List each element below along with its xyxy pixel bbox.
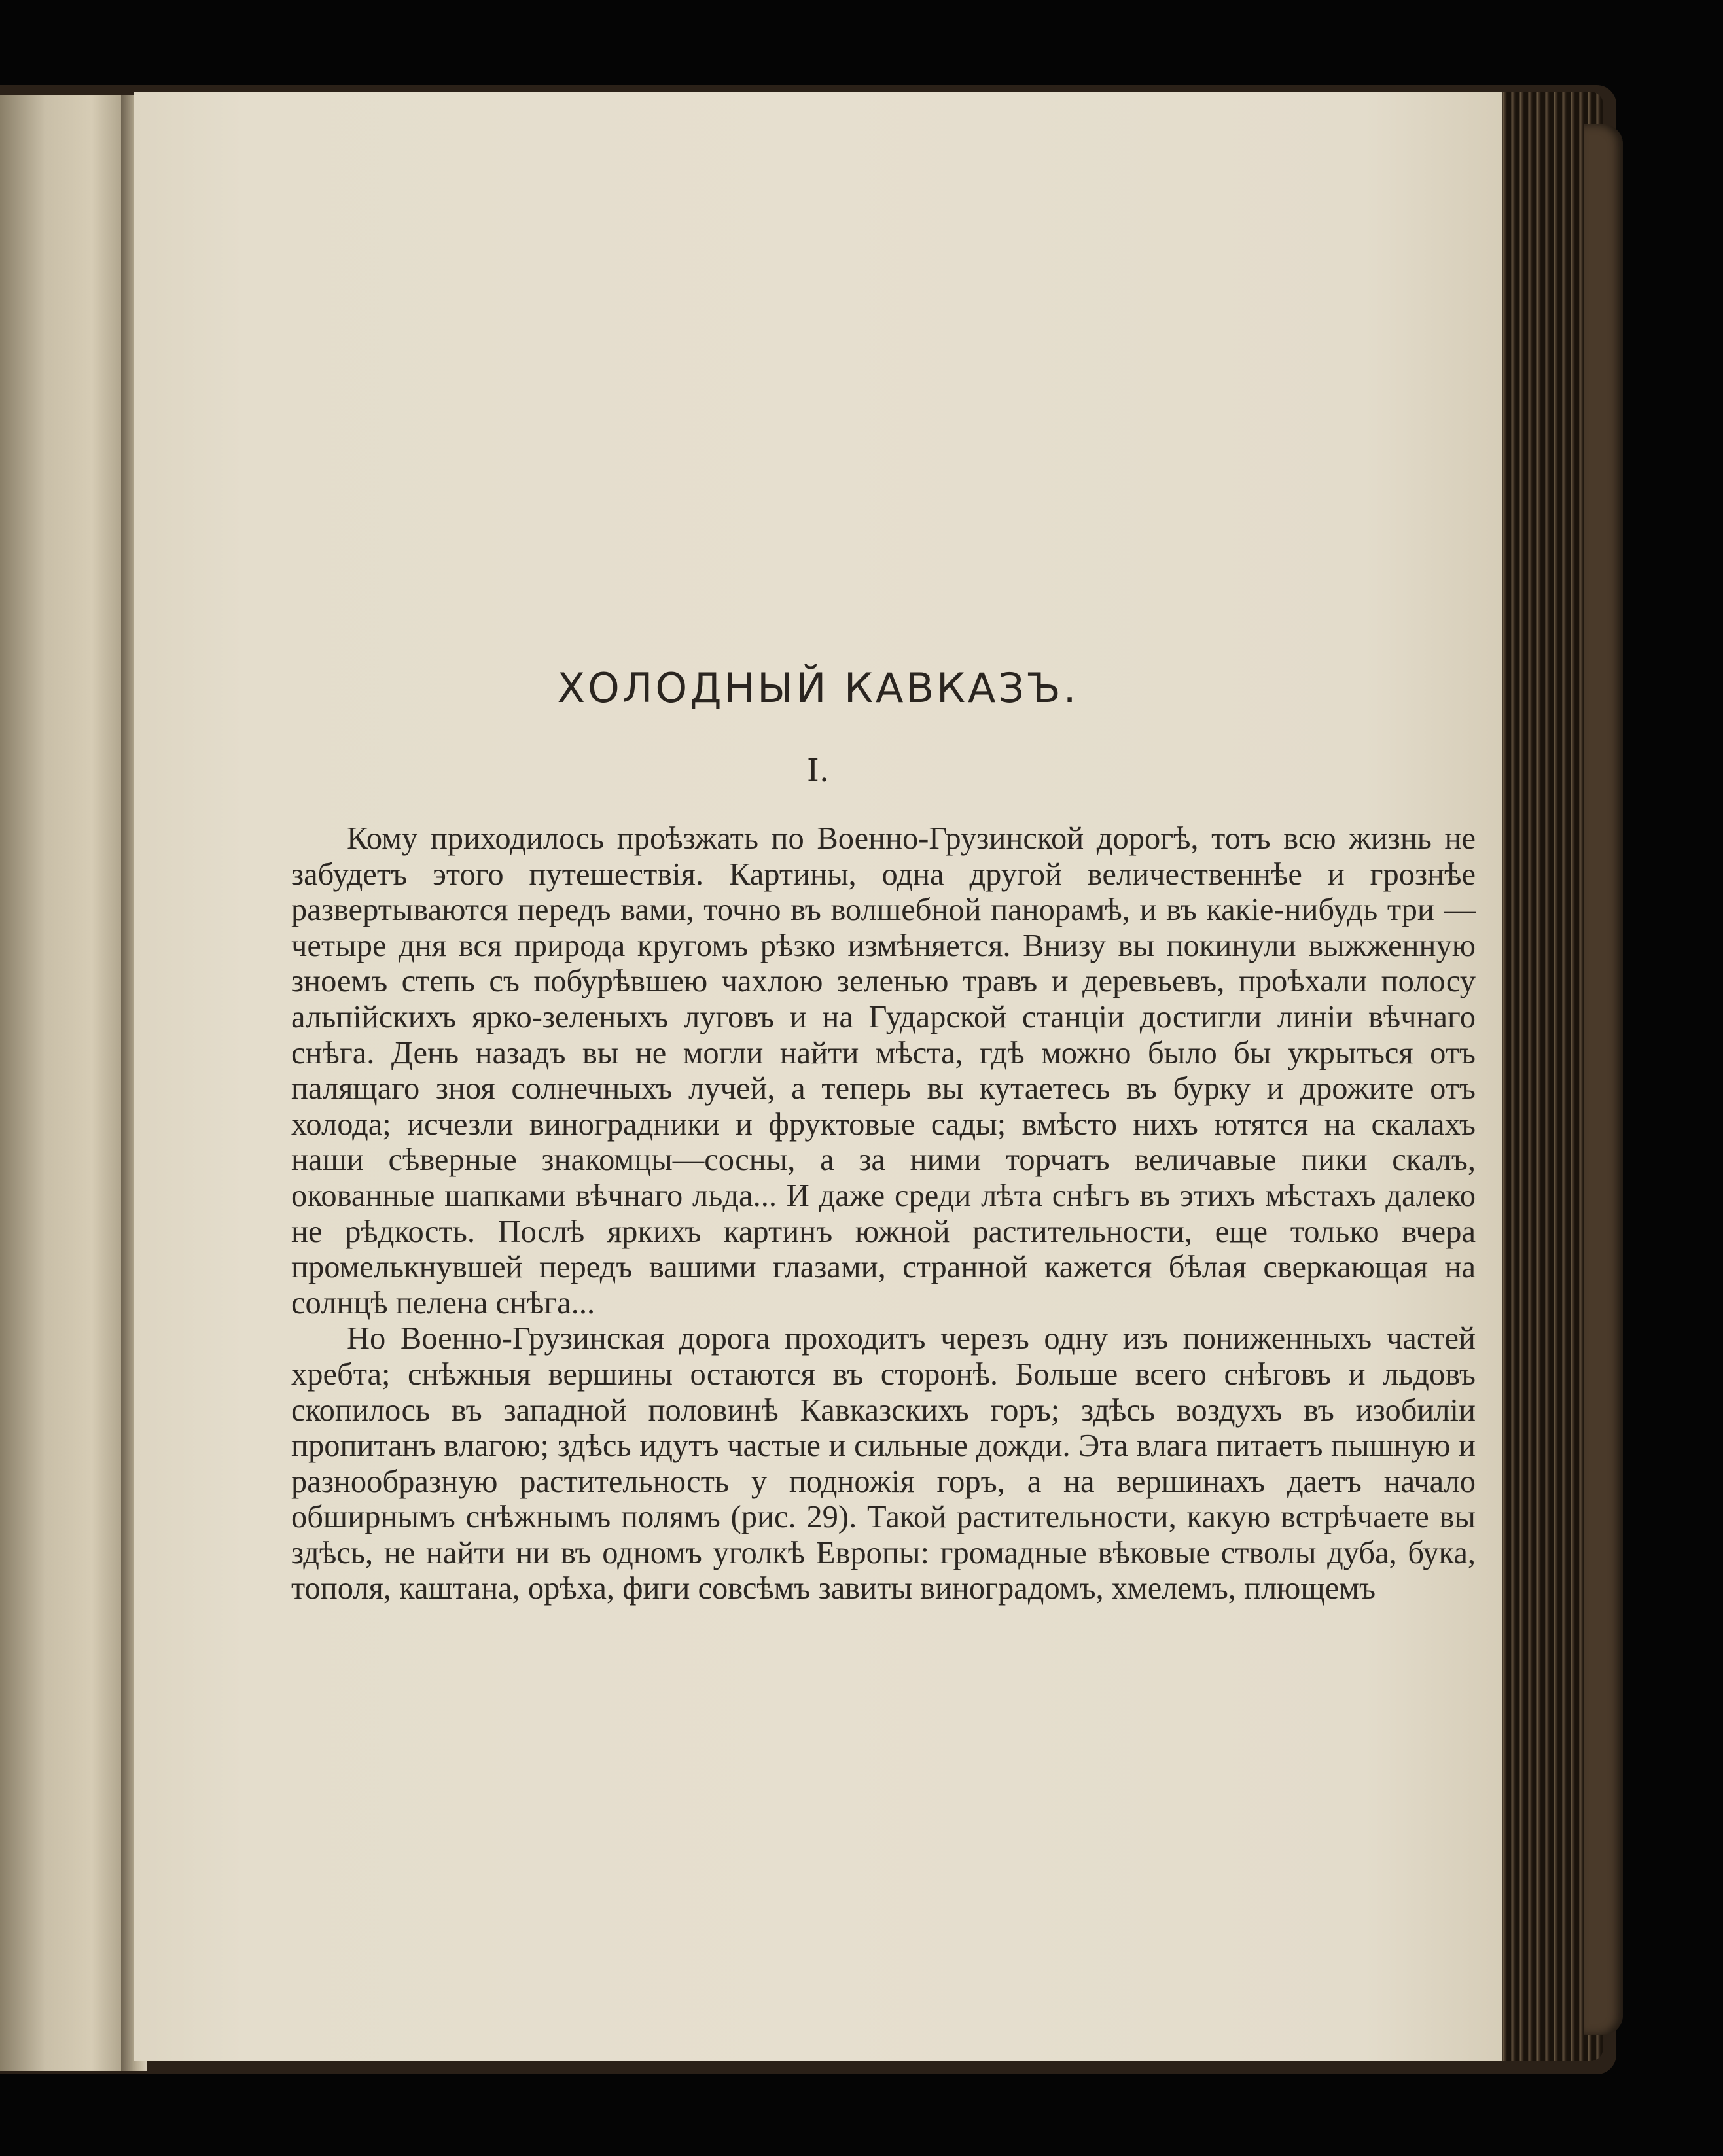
- right-page: [134, 92, 1502, 2061]
- book-cover-edge: [1584, 124, 1623, 2035]
- page-title: ХОЛОДНЫЙ КАВКАЗЪ.: [557, 664, 1079, 712]
- paragraph-1: Кому приходилось проѣзжать по Военно-Грузинской дорогѣ, тотъ всю жизнь не забудетъ этого путешествія. Картины, одна другой величественнѣе и грознѣе развертываются передъ вами, точно въ волшебной панорамѣ, и въ какіе-нибудь три — четыре дня вся природа кругомъ рѣзко измѣняется. Внизу вы покинули выжженную зноемъ степь съ побурѣвшею чахлою зеленью травъ и деревьевъ, проѣхали полосу альпійскихъ ярко-зеленыхъ луговъ и на Гударской станціи достигли линіи вѣчнаго снѣга. День назадъ вы не могли найти мѣста, гдѣ можно было бы укрыться отъ палящаго зноя солнечныхъ лучей, а теперь вы кутаетесь въ бурку и дрожите отъ холода; исчезли виноградники и фруктовые сады; вмѣсто нихъ ютятся на скалахъ наши сѣверные знакомцы—сосны, а за ними торчатъ величавые пики скалъ, окованные шапками вѣчнаго льда... И даже среди лѣта снѣгъ въ этихъ мѣстахъ далеко не рѣдкость. Послѣ яркихъ картинъ южной растительности, еще только вчера промелькнувшей передъ вашими глазами, странной кажется бѣлая сверкающая на солнцѣ пелена снѣга...: [291, 821, 1476, 1320]
- chapter-number: I.: [806, 752, 830, 789]
- body-text: [291, 821, 1476, 1607]
- paragraph-2: Но Военно-Грузинская дорога проходитъ черезъ одну изъ пониженныхъ частей хребта; снѣжныя вершины остаются въ сторонѣ. Больше всего снѣговъ и льдовъ скопилось въ западной половинѣ Кавказскихъ горъ; здѣсь воздухъ въ изобиліи пропитанъ влагою; здѣсь идутъ частые и сильные дожди. Эта влага питаетъ пышную и разнообразную растительность у подножія горъ, а на вершинахъ даетъ начало обширнымъ снѣжнымъ полямъ (рис. 29). Такой растительности, какую встрѣчаете вы здѣсь, не найти ни въ одномъ уголкѣ Европы: громадные вѣковые стволы дуба, бука, тополя, каштана, орѣха, фиги совсѣмъ завиты виноградомъ, хмелемъ, плющемъ: [291, 1321, 1476, 1606]
- left-page: [0, 95, 131, 2071]
